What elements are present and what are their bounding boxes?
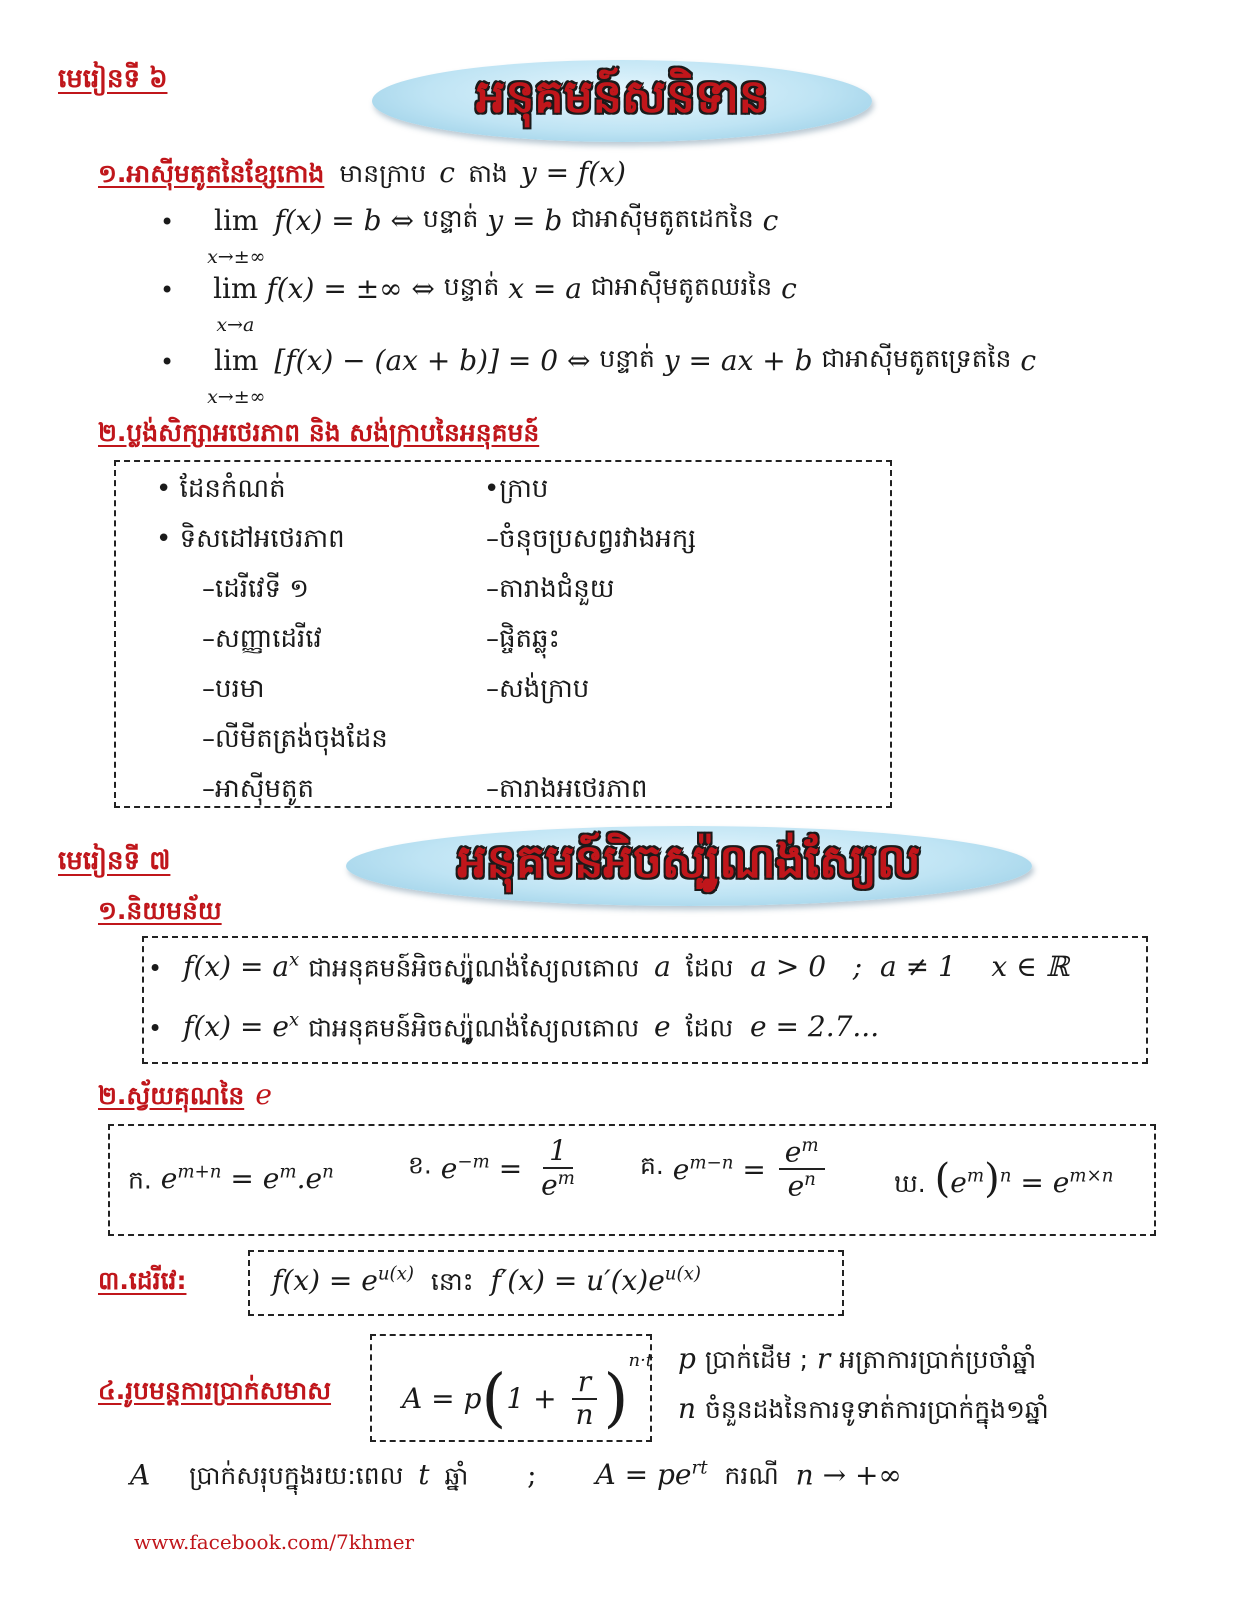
lim-expr: [f(x) − (ax + b)] = 0 ⇔ [274,344,591,377]
summary-line: A ប្រាក់សរុបក្នុងរយ:ពេល t ឆ្នាំ ; $A = pe^{rt}$ ករណី n → +∞ [130,1458,902,1492]
lim-under: x→±∞ [207,386,266,408]
power-rule-4: ឃ. $(e^m)^n = e^{m\times n}$ [894,1156,1114,1202]
bullet-icon: • [148,1014,163,1043]
plan-left-item: –សញ្ញាដេរីវេ [202,624,322,654]
plan-right-item: –សង់ក្រាប [486,674,590,704]
def1-a: a [654,950,671,984]
l7-s2-header [98,1078,272,1117]
bullet-icon: • [160,276,175,304]
lim-under: x→±∞ [207,246,266,268]
def2-kh2: ដែល [685,1013,734,1043]
lim-eq: y = b [487,204,563,237]
rule-label: ក. [128,1165,152,1195]
lesson-6-banner [372,60,872,142]
def1-cond: a > 0 ; a ≠ 1 x ∈ ℝ [750,950,1069,984]
plan-right-item: –តារាងអថេរភាព [486,774,648,804]
power-rule-3: គ. $e^{m-n}$ = $\frac{e^m}{e^n}$ [640,1136,829,1202]
lim-kh2: ជាអាស៊ីមតូតឈរនៃ [590,272,773,301]
lim-kh2: ជាអាស៊ីមតូតដេកនៃ [571,204,754,233]
l7-s3-title: ៣.ដេរីវេ: [98,1266,187,1295]
lim-text: lim [214,344,259,377]
compound-interest-box [370,1334,652,1442]
l6-s1-intro-c: c [439,156,455,189]
lim-text: lim [214,204,259,237]
study-plan-box [114,460,892,808]
l7-s2-var: e [255,1078,272,1111]
plan-left-item: • ដែនកំណត់ [156,474,286,504]
plan-right-item: –ចំនុចប្រសព្វរវាងអក្ស [486,524,697,554]
l6-s1-title: ១.អាស៊ីមតូតនៃខ្សែកោង [98,159,325,188]
footer-link[interactable]: www.facebook.com/7khmer [134,1530,415,1554]
derivative-formula: $f(x) = e^{u(x)}$ នោះ $f'(x) = u'(x)e^{u(x)}$ [272,1264,701,1298]
plan-right-item: –តារាងជំនួយ [486,574,615,604]
l6-s1-intro-text: មានក្រាប [339,159,427,188]
def2-lhs: f(x) = e [183,1010,289,1044]
l6-s1-item-3 [160,344,1036,410]
lim-under: x→a [216,314,255,336]
lim-expr: f(x) = b ⇔ [274,204,414,237]
def1-kh: ជាអនុគមន៍អិចស្ប៉ូណង់ស្យែលគោល [308,953,640,983]
rule-label: គ. [640,1151,664,1181]
lim-c: c [762,204,779,237]
l6-s1-item-2 [160,272,797,338]
plan-left-item: –អាស៊ីមតូត [202,774,315,804]
definition-box [142,936,1148,1064]
limit-block [213,272,257,338]
plan-left-item: • ទិសដៅអថេរភាព [156,524,345,554]
derivative-kh: នោះ [430,1267,474,1297]
power-rule-2: ខ. $e^{-m}$ = $\frac{1}{e^m}$ [408,1136,585,1201]
limit-block [207,204,265,270]
plan-right-item: –ផ្ចិតឆ្លុះ [486,624,560,654]
lesson-7-banner [346,826,1032,906]
lim-kh2: ជាអាស៊ីមតូតទ្រេតនៃ [821,344,1012,373]
l7-s4-title: ៤.រូបមន្តការប្រាក់សមាស [98,1376,332,1405]
l6-s1-intro-eq: y = f(x) [520,156,626,189]
def2-e: e [654,1010,671,1044]
def2-cond: e = 2.7... [750,1010,880,1044]
plan-left-item: –លីមីតត្រង់ចុងដែន [202,724,388,754]
fraction: $\frac{1}{e^m}$ [541,1134,575,1202]
lim-kh1: បន្ទាត់ [599,344,655,373]
def-line-1 [148,950,1069,989]
l7-s1-title: ១.និយមន័យ [98,896,222,925]
compound-desc-1: p ប្រាក់ដើម ; r អត្រាការប្រាក់ប្រចាំឆ្នាំ [678,1342,1037,1375]
lim-c: c [781,272,797,305]
lim-kh1: បន្ទាត់ [443,272,500,301]
l7-s2-title: ២.ស្វ័យគុណនៃ [98,1081,245,1110]
def1-exp: x [289,950,300,971]
plan-right-item: •ក្រាប [484,474,549,504]
lesson-7-title: អនុគមន៍អិចស្ប៉ូណង់ស្យែល [457,833,921,888]
lim-text: lim [213,272,258,305]
l6-s2-title: ២.ប្លង់សិក្សាអថេរភាព និង សង់ក្រាបនៃអនុគមន៍ [98,418,540,447]
bullet-icon: • [148,954,163,983]
def1-kh2: ដែល [685,953,734,983]
derivative-box [248,1250,844,1316]
limit-block [207,344,265,410]
fraction: $\frac{e^m}{e^n}$ [779,1136,825,1202]
plan-left-item: –បរមា [202,674,265,704]
bullet-icon: • [160,348,175,376]
lesson-7-label: មេរៀនទី ៧ [58,846,171,876]
compound-desc-2: n ចំនួនដងនៃការទូទាត់ការប្រាក់ក្នុង១ឆ្នាំ [678,1392,1049,1425]
powers-box [108,1124,1156,1236]
lim-eq: y = ax + b [663,344,813,377]
def2-exp: x [288,1010,300,1031]
rule-label: ខ. [408,1150,432,1180]
def-line-2 [148,1010,879,1049]
compound-formula: A = p(1 + $\frac{r}{n}$ )$^{n\cdot t}$ [402,1350,654,1436]
l6-s1-header [98,156,626,195]
lim-c: c [1020,344,1036,377]
lim-eq: x = a [508,272,582,305]
l6-s1-item-1 [160,204,778,270]
power-rule-1: ក. $e^{m+n} = e^m.e^n$ [128,1162,334,1196]
l6-s1-intro-tang: តាង [468,159,508,188]
lim-kh1: បន្ទាត់ [422,204,479,233]
rule-label: ឃ. [894,1169,926,1198]
def2-kh: ជាអនុគមន៍អិចស្ប៉ូណង់ស្យែលគោល [308,1013,640,1043]
lesson-6-label: មេរៀនទី ៦ [58,64,168,94]
plan-left-item: –ដេរីវេទី ១ [202,574,309,604]
fraction: $\frac{r}{n}$ [569,1367,599,1431]
def1-lhs: f(x) = a [183,950,290,984]
lesson-6-title: អនុគមន៍សនិទាន [476,68,768,123]
bullet-icon: • [160,208,175,236]
lim-expr: f(x) = ±∞ ⇔ [266,272,435,305]
